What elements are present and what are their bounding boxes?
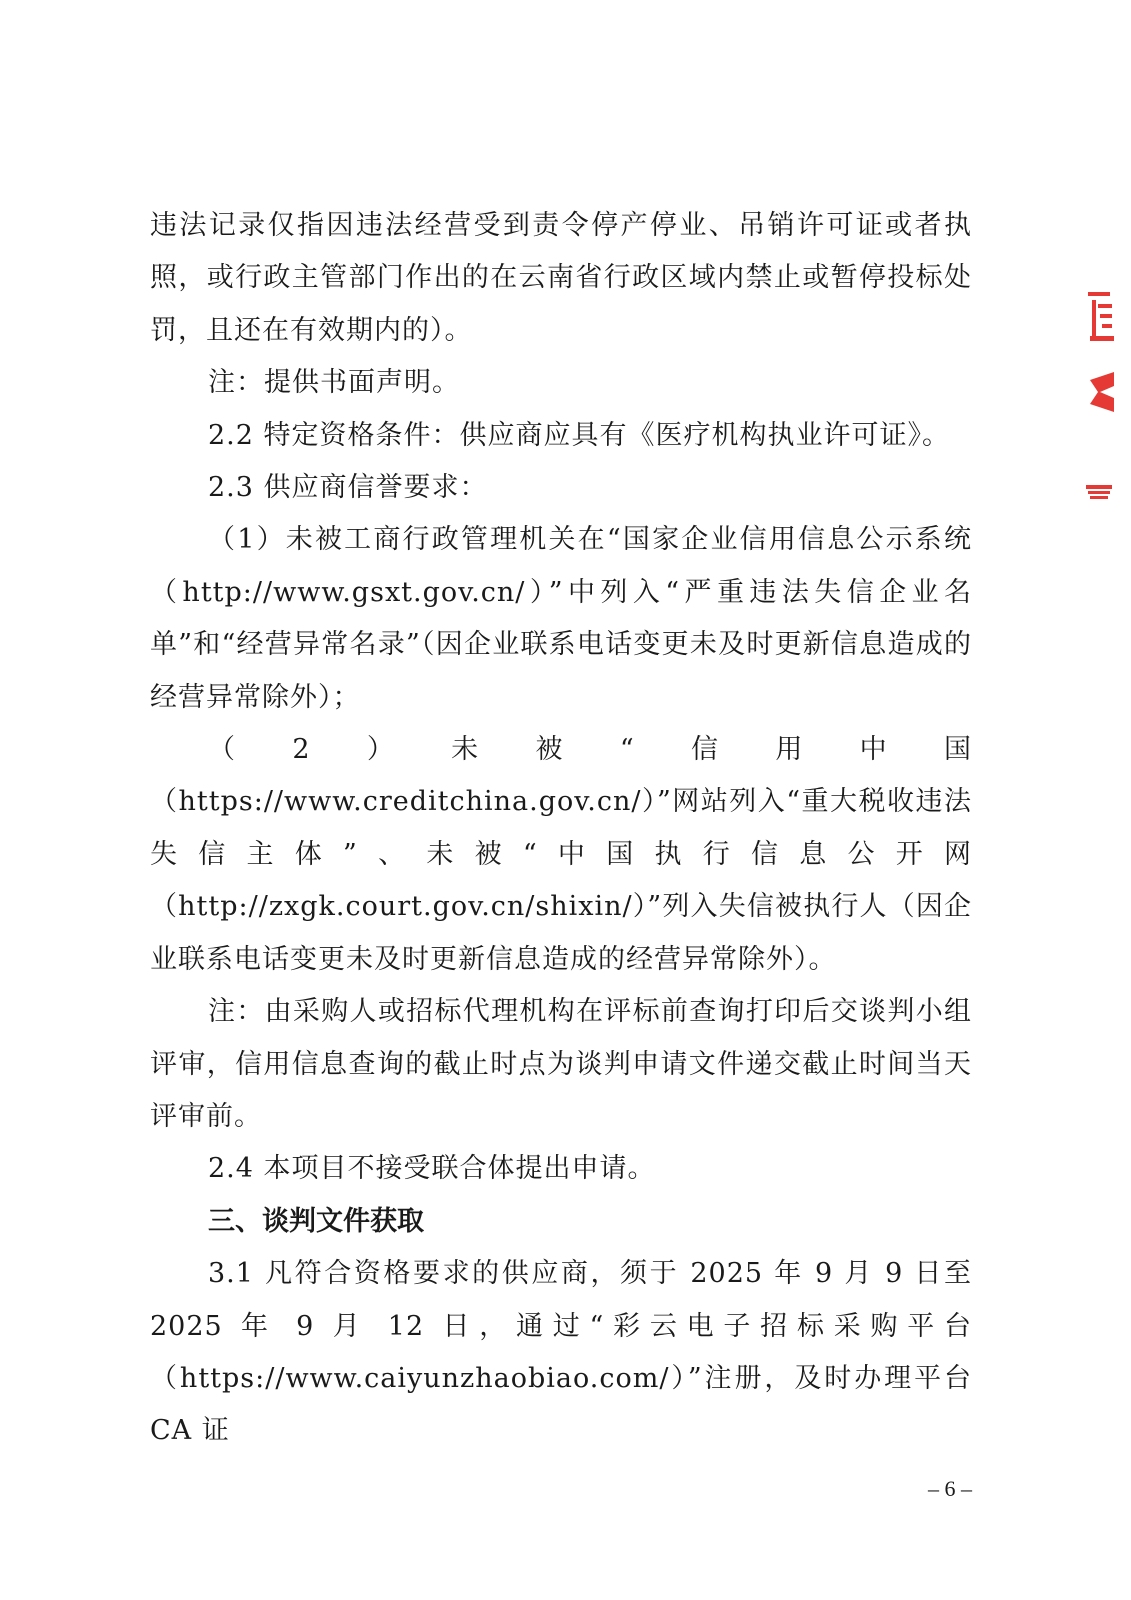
paragraph-credit-item-1: （1）未被工商行政管理机关在“国家企业信用信息公示系统（http://www.gsxt.gov.cn/）”中列入“严重违法失信企业名单”和“经营异常名录”（因企业联系电话变更未及时更新信息造成的经营异常除外）； [150,524,972,713]
paragraph-credit-item-2: （2）未被“信用中国（https://www.creditchina.gov.cn/）”网站列入“重大税收违法失信主体”、未被“中国执行信息公开网（http://zxgk.court.gov.cn/shixin/）”列入失信被执行人（因企业联系电话变更未及时更新信息造成的经营异常除外）。 [150,734,972,975]
paragraph-note-credit-query: 注：由采购人或招标代理机构在评标前查询打印后交谈判小组评审，信用信息查询的截止时点为谈判申请文件递交截止时间当天评审前。 [150,996,972,1132]
paragraph-2-3-credit: 2.3 供应商信誉要求： [208,472,488,504]
paragraph-note-declaration: 注：提供书面声明。 [208,367,460,399]
paragraph-2-2-qualification: 2.2 特定资格条件：供应商应具有《医疗机构执业许可证》。 [208,419,951,451]
section-heading: 三、谈判文件获取 [208,1205,424,1237]
paragraph-violation-record: 违法记录仅指因违法经营受到责令停产停业、吊销许可证或者执照，或行政主管部门作出的在云南省行政区域内禁止或暂停投标处罚，且还在有效期内的）。 [150,210,972,346]
paragraph-2-4-consortium: 2.4 本项目不接受联合体提出申请。 [208,1153,656,1185]
seal-stamp-icon [1080,280,1131,520]
document-body [150,200,972,1458]
page-number: – 6 – [928,1476,972,1501]
paragraph-3-1-obtain: 3.1 凡符合资格要求的供应商，须于 2025 年 9 月 9 日至 2025 年 9 月 12 日，通过“彩云电子招标采购平台（https://www.caiyunzhaobiao.com/）”注册，及时办理平台 CA 证 [150,1258,972,1447]
